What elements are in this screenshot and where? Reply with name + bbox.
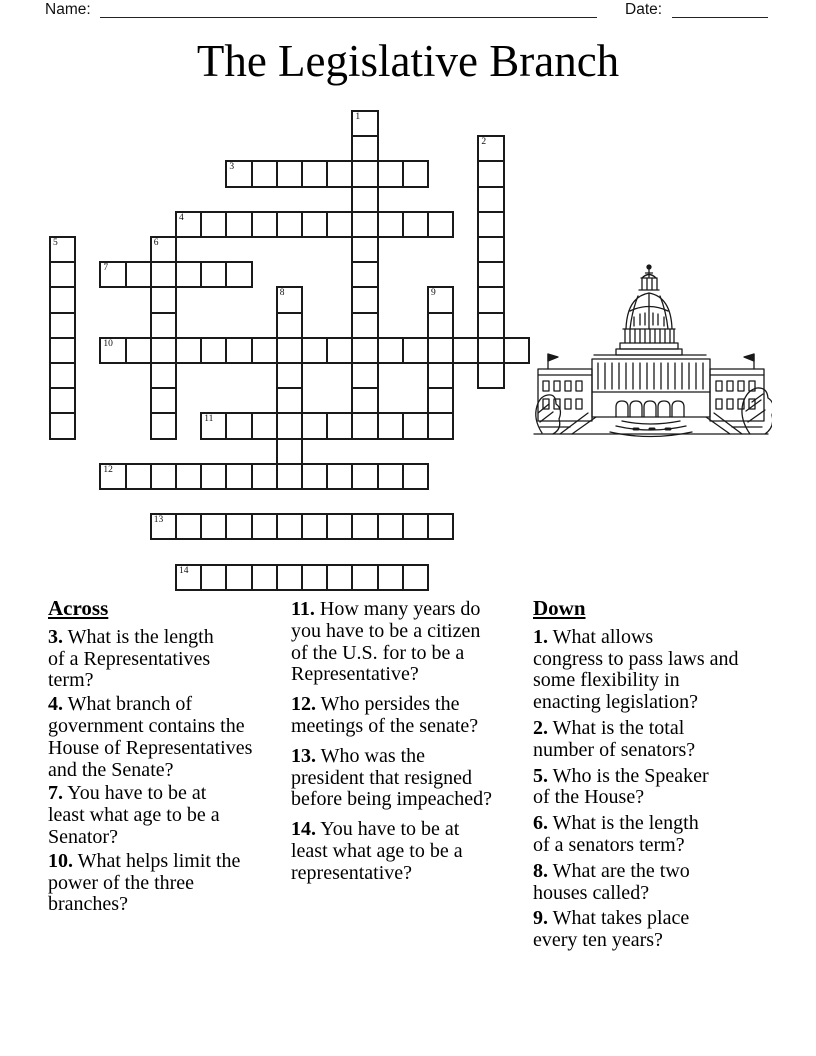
grid-cell[interactable] <box>125 463 152 490</box>
grid-cell[interactable] <box>49 412 76 439</box>
grid-cell[interactable] <box>351 387 378 414</box>
grid-cell[interactable] <box>477 236 504 263</box>
clue-down-6: 6. What is the length of a senators term? <box>533 812 699 856</box>
grid-cell[interactable] <box>351 286 378 313</box>
grid-cell[interactable] <box>200 412 227 439</box>
clue-across-14: 14. You have to be at least what age to be a representative? <box>291 818 463 884</box>
grid-cell[interactable] <box>377 160 404 187</box>
cell-number: 12 <box>103 464 113 475</box>
grid-cell[interactable] <box>49 337 76 364</box>
grid-cell[interactable] <box>377 211 404 238</box>
grid-cell[interactable] <box>225 337 252 364</box>
grid-cell[interactable] <box>175 261 202 288</box>
grid-cell[interactable] <box>125 337 152 364</box>
grid-cell[interactable] <box>175 211 202 238</box>
grid-cell[interactable] <box>276 362 303 389</box>
name-label: Name: <box>45 1 91 18</box>
grid-cell[interactable] <box>427 286 454 313</box>
clue-down-2: 2. What is the total number of senators? <box>533 716 696 761</box>
grid-cell[interactable] <box>150 463 177 490</box>
grid-cell[interactable] <box>251 412 278 439</box>
cell-number: 1 <box>355 112 361 122</box>
grid-cell[interactable] <box>99 463 126 490</box>
grid-cell[interactable] <box>477 211 504 238</box>
grid-cell[interactable] <box>276 160 303 187</box>
grid-cell[interactable] <box>276 564 303 591</box>
grid-cell[interactable] <box>377 337 404 364</box>
grid-cell[interactable] <box>402 463 429 490</box>
across-clues-list-1 <box>48 627 290 916</box>
grid-cell[interactable] <box>477 261 504 288</box>
grid-cell[interactable] <box>276 412 303 439</box>
grid-cell[interactable] <box>150 337 177 364</box>
grid-cell[interactable] <box>377 564 404 591</box>
cell-number: 8 <box>279 288 285 299</box>
across-clues-list-2 <box>291 599 519 885</box>
grid-cell[interactable] <box>200 513 227 540</box>
grid-cell[interactable] <box>326 211 353 238</box>
clue-across-4: 4. What branch of government contains the House of Representatives and the Senate? <box>48 693 253 781</box>
clue-across-3: 3. What is the length of a Representatives term? <box>48 625 214 692</box>
grid-cell[interactable] <box>276 286 303 313</box>
clues-column-across-1 <box>48 598 290 918</box>
grid-cell[interactable] <box>477 135 504 162</box>
grid-cell[interactable] <box>150 387 177 414</box>
cell-number: 6 <box>153 238 159 248</box>
across-heading: Across <box>48 596 109 620</box>
page-title: The Legislative Branch <box>196 36 620 86</box>
grid-cell[interactable] <box>225 160 252 187</box>
grid-cell[interactable] <box>351 463 378 490</box>
grid-cell[interactable] <box>276 312 303 339</box>
grid-cell[interactable] <box>351 261 378 288</box>
cell-number: 5 <box>53 238 58 248</box>
grid-cell[interactable] <box>477 312 504 339</box>
grid-cell[interactable] <box>477 286 504 313</box>
clue-across-11: 11. How many years do you have to be a citizen of the U.S. for to be a Representative? <box>291 598 481 686</box>
grid-cell[interactable] <box>49 261 76 288</box>
grid-cell[interactable] <box>175 463 202 490</box>
grid-cell[interactable] <box>402 211 429 238</box>
grid-cell[interactable] <box>427 312 454 339</box>
cell-number: 9 <box>431 288 436 299</box>
grid-cell[interactable] <box>326 337 353 364</box>
grid-cell[interactable] <box>503 337 530 364</box>
grid-cell[interactable] <box>477 186 504 213</box>
grid-cell[interactable] <box>351 160 378 187</box>
grid-cell[interactable] <box>49 387 76 414</box>
grid-cell[interactable] <box>276 463 303 490</box>
grid-cell[interactable] <box>150 312 177 339</box>
grid-cell[interactable] <box>276 438 303 465</box>
grid-cell[interactable] <box>402 160 429 187</box>
grid-cell[interactable] <box>351 211 378 238</box>
grid-cell[interactable] <box>351 312 378 339</box>
grid-cell[interactable] <box>402 337 429 364</box>
grid-cell[interactable] <box>200 261 227 288</box>
grid-cell[interactable] <box>49 312 76 339</box>
grid-cell[interactable] <box>175 564 202 591</box>
clue-down-9: 9. What takes place every ten years? <box>533 907 690 952</box>
clue-across-12: 12. Who persides the meetings of the senate? <box>291 693 479 737</box>
grid-cell[interactable] <box>301 513 328 540</box>
clue-across-10: 10. What helps limit the power of the three branches? <box>48 849 241 916</box>
grid-cell[interactable] <box>99 261 126 288</box>
grid-cell[interactable] <box>251 211 278 238</box>
grid-cell[interactable] <box>301 412 328 439</box>
cell-number: 10 <box>103 338 113 349</box>
grid-cell[interactable] <box>351 135 378 162</box>
grid-cell[interactable] <box>251 463 278 490</box>
grid-cell[interactable] <box>351 564 378 591</box>
grid-cell[interactable] <box>99 337 126 364</box>
grid-cell[interactable] <box>200 337 227 364</box>
grid-cell[interactable] <box>477 337 504 364</box>
cell-number: 2 <box>481 137 487 148</box>
grid-cell[interactable] <box>452 337 479 364</box>
down-clues-list <box>533 627 773 952</box>
grid-cell[interactable] <box>301 564 328 591</box>
grid-cell[interactable] <box>200 211 227 238</box>
down-heading: Down <box>533 596 586 620</box>
grid-cell[interactable] <box>351 186 378 213</box>
grid-cell[interactable] <box>225 564 252 591</box>
grid-cell[interactable] <box>427 211 454 238</box>
grid-cell[interactable] <box>150 362 177 389</box>
grid-cell[interactable] <box>276 387 303 414</box>
grid-cell[interactable] <box>150 236 177 263</box>
grid-cell[interactable] <box>276 337 303 364</box>
grid-cell[interactable] <box>427 337 454 364</box>
grid-cell[interactable] <box>301 337 328 364</box>
grid-cell[interactable] <box>351 412 378 439</box>
grid-cell[interactable] <box>351 362 378 389</box>
clues-column-down <box>533 598 773 956</box>
grid-cell[interactable] <box>326 463 353 490</box>
grid-cell[interactable] <box>377 412 404 439</box>
grid-cell[interactable] <box>200 564 227 591</box>
capitol-illustration <box>530 261 772 439</box>
grid-cell[interactable] <box>175 513 202 540</box>
grid-cell[interactable] <box>49 286 76 313</box>
clue-down-5: 5. Who is the Speaker of the House? <box>533 764 709 809</box>
grid-cell[interactable] <box>276 513 303 540</box>
grid-cell[interactable] <box>301 211 328 238</box>
grid-cell[interactable] <box>225 513 252 540</box>
grid-cell[interactable] <box>326 412 353 439</box>
grid-cell[interactable] <box>150 513 177 540</box>
grid-cell[interactable] <box>251 160 278 187</box>
clue-down-8: 8. What are the two houses called? <box>533 859 690 904</box>
grid-cell[interactable] <box>276 211 303 238</box>
grid-cell[interactable] <box>326 160 353 187</box>
grid-cell[interactable] <box>326 564 353 591</box>
grid-cell[interactable] <box>49 236 76 263</box>
grid-cell[interactable] <box>326 513 353 540</box>
grid-cell[interactable] <box>427 387 454 414</box>
cell-number: 11 <box>204 414 214 425</box>
clues-column-across-2 <box>291 599 519 893</box>
grid-cell[interactable] <box>200 463 227 490</box>
grid-cell[interactable] <box>351 337 378 364</box>
grid-cell[interactable] <box>377 513 404 540</box>
grid-cell[interactable] <box>351 236 378 263</box>
grid-cell[interactable] <box>251 337 278 364</box>
grid-cell[interactable] <box>150 261 177 288</box>
cell-number: 13 <box>153 515 164 526</box>
clue-across-13: 13. Who was the president that resigned before being impeached? <box>291 744 493 811</box>
grid-cell[interactable] <box>427 412 454 439</box>
cell-number: 4 <box>179 212 184 223</box>
grid-cell[interactable] <box>427 362 454 389</box>
grid-cell[interactable] <box>225 261 252 288</box>
grid-cell[interactable] <box>477 362 504 389</box>
grid-cell[interactable] <box>225 211 252 238</box>
grid-cell[interactable] <box>402 412 429 439</box>
grid-cell[interactable] <box>301 160 328 187</box>
grid-cell[interactable] <box>477 160 504 187</box>
cell-number: 3 <box>229 162 235 173</box>
grid-cell[interactable] <box>125 261 152 288</box>
grid-cell[interactable] <box>351 513 378 540</box>
grid-cell[interactable] <box>402 513 429 540</box>
grid-cell[interactable] <box>150 412 177 439</box>
grid-cell[interactable] <box>49 362 76 389</box>
grid-cell[interactable] <box>175 337 202 364</box>
cell-number: 7 <box>103 263 109 274</box>
grid-cell[interactable] <box>377 463 404 490</box>
grid-cell[interactable] <box>301 463 328 490</box>
grid-cell[interactable] <box>427 513 454 540</box>
grid-cell[interactable] <box>225 412 252 439</box>
grid-cell[interactable] <box>402 564 429 591</box>
grid-cell[interactable] <box>251 513 278 540</box>
cell-number: 14 <box>179 565 189 576</box>
clue-across-7: 7. You have to be at least what age to be a Senator? <box>48 782 220 848</box>
grid-cell[interactable] <box>351 110 378 137</box>
grid-cell[interactable] <box>251 564 278 591</box>
grid-cell[interactable] <box>150 286 177 313</box>
clue-down-1: 1. What allows congress to pass laws and some flexibility in enacting legislation? <box>533 625 739 714</box>
grid-cell[interactable] <box>225 463 252 490</box>
date-label: Date: <box>625 1 663 18</box>
